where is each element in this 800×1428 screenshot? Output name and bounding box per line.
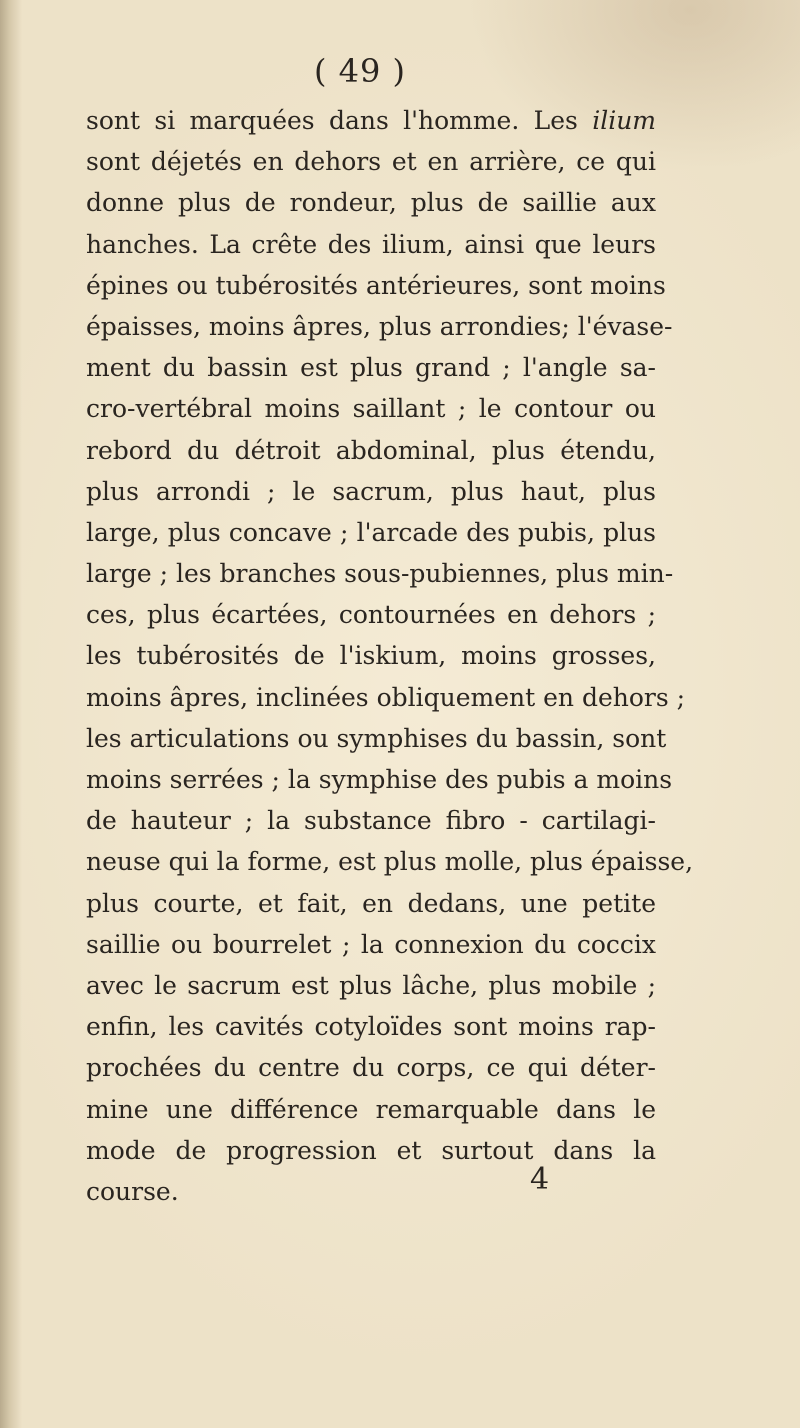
text-line: moins serrées ; la symphise des pubis a moins [86, 765, 673, 794]
text-line: enfin, les cavités cotyloïdes sont moins rap- [86, 1012, 656, 1042]
text-line: ment du bassin est plus grand ; l'angle sa- [86, 353, 656, 383]
text-line: les articulations ou symphises du bassin, sont [86, 723, 667, 753]
text-line: sont si marquées dans l'homme. Les ilium [86, 106, 656, 135]
text-line: prochées du centre du corps, ce qui déter- [86, 1053, 656, 1083]
text-line: course. [86, 1176, 179, 1206]
text-line: rebord du détroit abdominal, plus étendu, [86, 435, 656, 465]
text-line: plus arrondi ; le sacrum, plus haut, plus [86, 476, 656, 506]
text-line: large, plus concave ; l'arcade des pubis, plus [86, 517, 656, 547]
body-text [86, 100, 694, 1212]
text-line: de hauteur ; la substance fibro - cartilagi- [86, 806, 656, 836]
text-line: mine une différence remarquable dans le [86, 1094, 656, 1124]
text-line: épines ou tubérosités antérieures, sont moins [86, 270, 666, 300]
text-line: moins âpres, inclinées obliquement en dehors ; [86, 682, 686, 712]
text-line: épaisses, moins âpres, plus arrondies; l'évase- [86, 311, 673, 341]
text-line: mode de progression et surtout dans la [86, 1135, 656, 1165]
text-line: large ; les branches sous-pubiennes, plus min- [86, 559, 674, 589]
text-line: les tubérosités de l'iskium, moins grosses, [86, 641, 656, 671]
page-number: ( 49 ) [313, 52, 407, 90]
text-line: donne plus de rondeur, plus de saillie aux [86, 188, 656, 218]
text-line: ces, plus écartées, contournées en dehors ; [86, 600, 656, 630]
text-line: neuse qui la forme, est plus molle, plus épaisse, [86, 847, 694, 877]
text-line: cro-vertébral moins saillant ; le contour ou [86, 394, 656, 424]
text-line: avec le sacrum est plus lâche, plus mobile ; [86, 970, 656, 1000]
page-gutter-shadow [0, 0, 22, 1428]
text-line: sont déjetés en dehors et en arrière, ce qui [86, 147, 656, 177]
italic-term: ilium [592, 106, 656, 135]
signature-mark: 4 [530, 1162, 550, 1197]
text-line: hanches. La crête des ilium, ainsi que leurs [86, 229, 656, 259]
text-line: plus courte, et fait, en dedans, une petite [86, 888, 656, 918]
text-line: saillie ou bourrelet ; la connexion du coccix [86, 929, 656, 959]
